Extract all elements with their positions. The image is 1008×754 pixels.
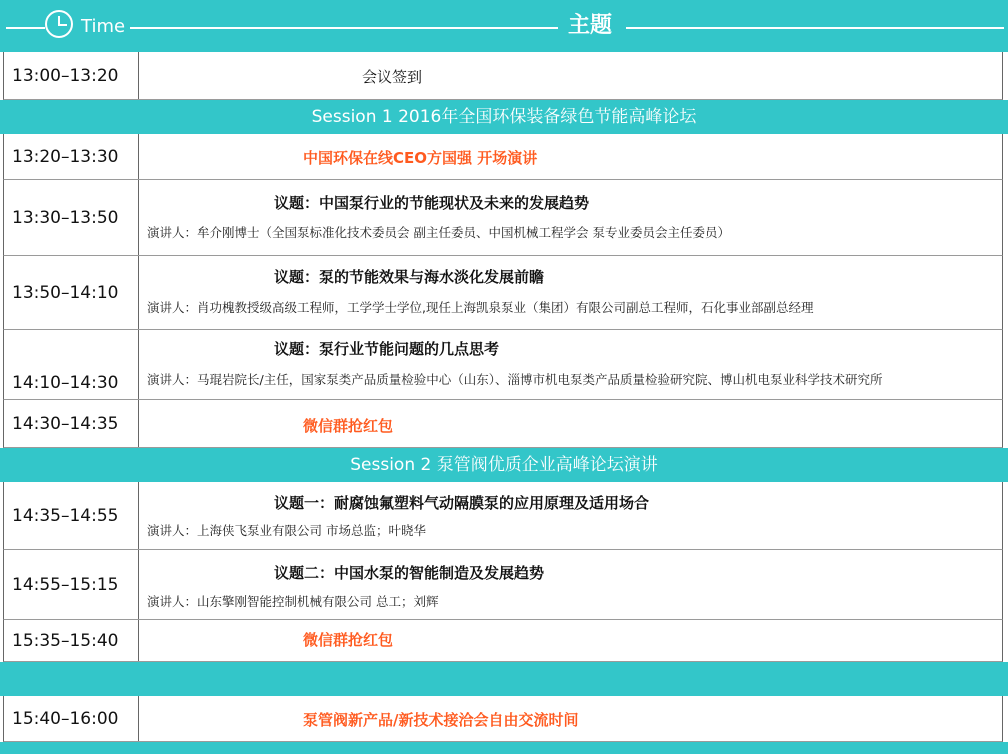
agenda-row <box>3 52 1003 100</box>
row-content <box>140 482 1002 549</box>
agenda-row <box>3 696 1003 742</box>
row-content <box>140 620 1002 661</box>
agenda-row <box>3 620 1003 662</box>
row-content <box>140 134 1002 179</box>
row-time: 13:50–14:10 <box>4 256 139 329</box>
row-title: 微信群抢红包 <box>303 417 394 435</box>
row-time: 14:35–14:55 <box>4 482 139 549</box>
row-title: 议题：中国泵行业的节能现状及未来的发展趋势 <box>274 194 590 212</box>
row-title: 议题：泵的节能效果与海水淡化发展前瞻 <box>274 268 545 286</box>
row-content <box>140 330 1002 399</box>
agenda-row <box>3 256 1003 330</box>
agenda-row <box>3 180 1003 256</box>
row-time: 14:30–14:35 <box>4 400 139 447</box>
row-title: 会议签到 <box>362 68 423 86</box>
time-column-label: Time <box>81 16 126 37</box>
row-time: 15:40–16:00 <box>4 696 139 741</box>
row-speaker: 演讲人：肖功槐教授级高级工程师，工学学士学位,现任上海凯泉泵业（集团）有限公司副总工程师，石化事业部副总经理 <box>147 300 814 315</box>
row-title: 泵管阀新产品/新技术接洽会自由交流时间 <box>303 711 579 729</box>
row-speaker: 演讲人：牟介刚博士（全国泵标准化技术委员会 副主任委员、中国机械工程学会 泵专业委员会主任委员） <box>147 225 730 240</box>
row-time: 13:30–13:50 <box>4 180 139 255</box>
row-content <box>140 400 1002 447</box>
row-content <box>140 52 1002 99</box>
clock-icon <box>45 10 73 38</box>
agenda-header <box>0 0 1008 52</box>
row-time: 14:10–14:30 <box>4 330 139 399</box>
agenda-row <box>3 482 1003 550</box>
agenda-row <box>3 134 1003 180</box>
row-time: 15:35–15:40 <box>4 620 139 661</box>
header-rule-right <box>626 27 1004 29</box>
row-speaker: 演讲人：上海侠飞泵业有限公司 市场总监；叶晓华 <box>147 523 426 538</box>
row-content <box>140 696 1002 741</box>
row-time: 14:55–15:15 <box>4 550 139 619</box>
topic-column-label: 主题 <box>567 13 612 38</box>
agenda-row <box>3 330 1003 400</box>
empty-band <box>0 662 1008 696</box>
row-title: 中国环保在线CEO方国强 开场演讲 <box>303 149 538 167</box>
row-title: 议题二：中国水泵的智能制造及发展趋势 <box>274 564 545 582</box>
footer-band <box>0 742 1008 754</box>
agenda-row <box>3 550 1003 620</box>
row-speaker: 演讲人：马琨岩院长/主任，国家泵类产品质量检验中心（山东）、淄博市机电泵类产品质量检验研究院、博山机电泵业科学技术研究所 <box>147 372 883 387</box>
row-title: 议题一：耐腐蚀氟塑料气动隔膜泵的应用原理及适用场合 <box>274 494 650 512</box>
row-title: 议题：泵行业节能问题的几点思考 <box>274 340 500 358</box>
row-time: 13:20–13:30 <box>4 134 139 179</box>
row-content <box>140 180 1002 255</box>
header-rule-left <box>6 27 45 29</box>
row-speaker: 演讲人：山东擎刚智能控制机械有限公司 总工；刘辉 <box>147 594 439 609</box>
row-content <box>140 256 1002 329</box>
row-content <box>140 550 1002 619</box>
row-title: 微信群抢红包 <box>303 631 394 649</box>
session-band: Session 2 泵管阀优质企业高峰论坛演讲 <box>0 448 1008 482</box>
header-rule-middle <box>130 27 558 29</box>
row-time: 13:00–13:20 <box>4 52 139 99</box>
session-band: Session 1 2016年全国环保装备绿色节能高峰论坛 <box>0 100 1008 134</box>
agenda-row <box>3 400 1003 448</box>
